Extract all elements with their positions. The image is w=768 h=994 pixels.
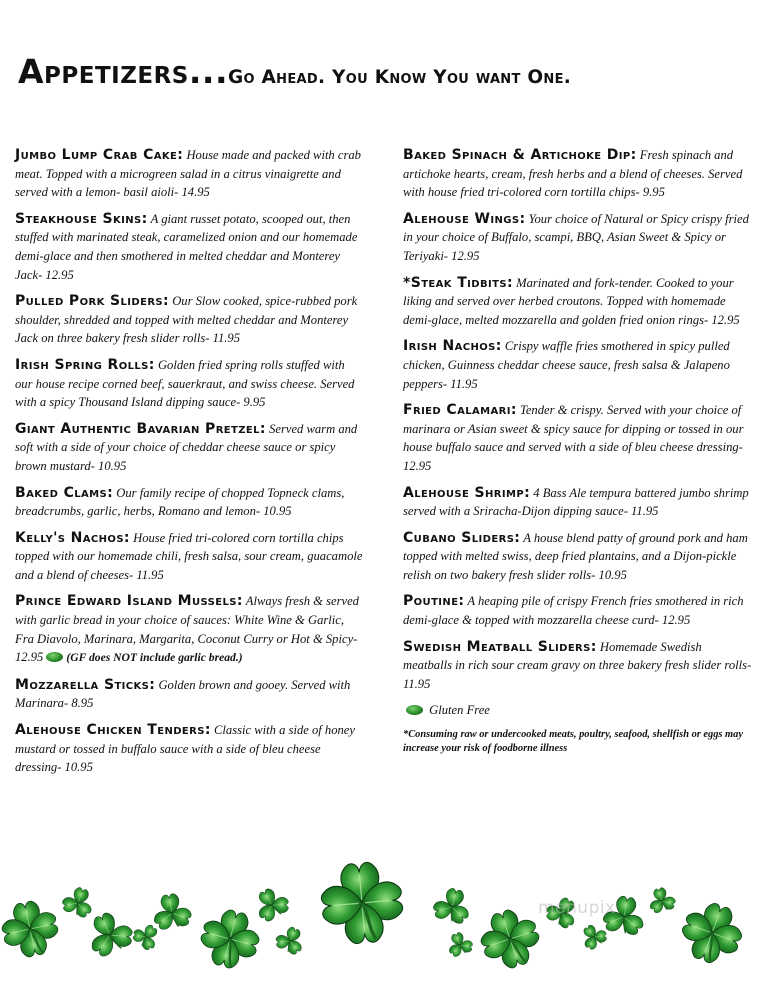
shamrock-icon bbox=[248, 882, 295, 927]
menu-item-baked-clams bbox=[15, 484, 365, 521]
item-description: Served warm and soft with a side of your choice of cheddar cheese sauce or spicy brown mustard- 10.95 bbox=[15, 421, 358, 473]
item-description: Golden brown and gooey. Served with Marinara- 8.95 bbox=[15, 677, 351, 711]
shamrock-icon bbox=[79, 905, 140, 963]
item-name: Baked Clams: bbox=[15, 484, 114, 501]
item-name: Irish Nachos: bbox=[403, 338, 502, 355]
shamrock-icon bbox=[271, 922, 310, 959]
item-description: Homemade Swedish meatballs in rich sour cream gravy on three bakery fresh slider rolls- 11.95 bbox=[403, 639, 752, 691]
item-name: *Steak Tidbits: bbox=[403, 274, 513, 291]
menu-item-pei-mussels bbox=[15, 592, 365, 667]
watermark: menupix bbox=[538, 898, 616, 918]
item-name: Fried Calamari: bbox=[403, 402, 517, 419]
item-name: Mozzarella Sticks: bbox=[15, 676, 156, 693]
item-name: Alehouse Wings: bbox=[403, 210, 526, 227]
item-name: Alehouse Chicken Tenders: bbox=[15, 722, 211, 739]
shamrock-border bbox=[0, 855, 768, 994]
menu-item-alehouse-shrimp bbox=[403, 484, 753, 521]
menu-item-irish-nachos bbox=[403, 337, 753, 393]
item-description: House made and packed with crab meat. Topped with a microgreen salad in a citrus vinaigrette and served with a lemon- basil aioli- 14.95 bbox=[15, 148, 361, 200]
item-name: Pulled Pork Sliders: bbox=[15, 293, 170, 310]
menu-item-alehouse-wings bbox=[403, 210, 753, 266]
item-name: Baked Spinach & Artichoke Dip: bbox=[403, 147, 637, 163]
item-name: Giant Authentic Bavarian Pretzel: bbox=[15, 420, 266, 437]
menu-item-cubano-sliders bbox=[403, 529, 753, 585]
shamrock-icon bbox=[128, 918, 165, 955]
item-name: Poutine: bbox=[403, 593, 465, 610]
four-leaf-clover-icon bbox=[0, 897, 62, 962]
legend-label: Gluten Free bbox=[429, 703, 490, 718]
gluten-free-icon bbox=[46, 652, 63, 662]
item-description: 4 Bass Ale tempura battered jumbo shrimp served with a Sriracha-Dijon dipping sauce- 11.95 bbox=[403, 485, 749, 519]
gluten-free-icon bbox=[406, 705, 423, 715]
item-description: Our Slow cooked, spice-rubbed pork shoulder, shredded and topped with melted cheddar and Monterey Jack on three bakery fresh slider rolls- 11.95 bbox=[15, 294, 358, 346]
menu-item-chicken-tenders bbox=[15, 721, 365, 777]
item-description: A giant russet potato, scooped out, then stuffed with marinated steak, caramelized onion and our homemade demi-glace and then smothered in melted cheddar and Monterey Jack- 12.95 bbox=[15, 211, 358, 282]
item-name: Alehouse Shrimp: bbox=[403, 484, 531, 501]
gluten-free-legend bbox=[403, 703, 753, 718]
item-name: Steakhouse Skins: bbox=[15, 210, 148, 227]
item-description: A house blend patty of ground pork and ham topped with melted swiss, deep fried plantains, and a Dijon-pickle relish on two bakery fresh slider rolls- 10.95 bbox=[403, 530, 748, 582]
item-description: Marinated and fork-tender. Cooked to your liking and served over herbed croutons. Topped with homemade demi-glace, melted mozzarella and golden fried onion rings- 12.95 bbox=[403, 275, 740, 327]
menu-item-spinach-dip bbox=[403, 146, 753, 202]
item-description: Crispy waffle fries smothered in spicy pulled chicken, Guinness cheddar cheese sauce, fresh salsa & Jalapeno peppers- 11.95 bbox=[403, 339, 730, 391]
raw-food-disclaimer bbox=[403, 728, 753, 756]
disclaimer-emphasis: foodborne illness bbox=[493, 743, 568, 755]
menu-item-bavarian-pretzel bbox=[15, 420, 365, 476]
shamrock-icon bbox=[443, 929, 477, 960]
disclaimer-text: *Consuming raw or undercooked meats, poultry, seafood, shellfish or eggs may increase your risk of bbox=[403, 729, 743, 755]
menu-item-poutine bbox=[403, 592, 753, 629]
title-main: Appetizers... bbox=[18, 52, 228, 91]
menu-item-steak-tidbits bbox=[403, 274, 753, 330]
item-description: Our family recipe of chopped Topneck clams, breadcrumbs, garlic, herbs, Romano and lemon- 10.95 bbox=[15, 485, 345, 519]
menu-item-fried-calamari bbox=[403, 401, 753, 475]
shamrock-icon bbox=[645, 885, 679, 917]
shamrock-icon bbox=[57, 883, 99, 922]
item-name: Irish Spring Rolls: bbox=[15, 356, 155, 373]
four-leaf-clover-icon bbox=[319, 860, 406, 947]
shamrock-icon bbox=[148, 891, 195, 934]
item-description: A heaping pile of crispy French fries smothered in rich demi-glace & topped with mozzarella cheese curd- 12.95 bbox=[403, 594, 744, 628]
menu-item-swedish-meatball-sliders bbox=[403, 638, 753, 694]
menu-item-irish-spring-rolls bbox=[15, 356, 365, 412]
left-column bbox=[15, 146, 365, 777]
four-leaf-clover-icon bbox=[195, 904, 264, 973]
item-name: Cubano Sliders: bbox=[403, 529, 521, 546]
item-name: Prince Edward Island Mussels: bbox=[15, 593, 243, 610]
right-column bbox=[403, 146, 753, 756]
menu-item-steakhouse-skins bbox=[15, 210, 365, 284]
item-name: Swedish Meatball Sliders: bbox=[403, 638, 597, 655]
item-description: House fried tri-colored corn tortilla chips topped with our homemade chili, fresh salsa, sour cream, guacamole and a blend of cheeses- 11.95 bbox=[15, 530, 363, 582]
gf-note: (GF does NOT include garlic bread.) bbox=[66, 651, 243, 665]
item-name: Jumbo Lump Crab Cake: bbox=[15, 147, 184, 163]
four-leaf-clover-icon bbox=[474, 903, 545, 974]
menu-item-kellys-nachos bbox=[15, 529, 365, 585]
menu-item-mozzarella-sticks bbox=[15, 676, 365, 713]
item-description: Fresh spinach and artichoke hearts, cream, fresh herbs and a blend of cheeses. Served with house fried tri-colored corn tortilla chips- 9.95 bbox=[403, 148, 743, 200]
four-leaf-clover-icon bbox=[675, 896, 750, 971]
item-description: Golden fried spring rolls stuffed with our house recipe corned beef, sauerkraut, and swiss cheese. Served with a spicy Thousand Island dipping sauce- 9.95 bbox=[15, 357, 355, 410]
item-description: Classic with a side of honey mustard or tossed in buffalo sauce with a side of bleu cheese dressing- 10.95 bbox=[15, 723, 355, 775]
shamrock-icon bbox=[428, 884, 476, 928]
title-tagline: Go Ahead. You Know You want One. bbox=[227, 67, 572, 88]
page-title bbox=[18, 52, 758, 91]
item-description: Your choice of Natural or Spicy crispy fried in your choice of Buffalo, scampi, BBQ, Asian Sweet & Spicy or Teriyaki- 12.95 bbox=[403, 211, 749, 263]
shamrock-icon bbox=[576, 919, 612, 954]
item-name: Kelly's Nachos: bbox=[15, 529, 130, 546]
item-description: Tender & crispy. Served with your choice of marinara or Asian sweet & spicy sauce for dipping or tossed in our house buffalo sauce and served with a side of bleu cheese dressing- 12.95 bbox=[403, 403, 744, 473]
item-description: Always fresh & served with garlic bread in your choice of sauces: White Wine & Garlic, Fra Diavolo, Marinara, Margarita, Coconut Curry or Hot & Spicy- 12.95 bbox=[15, 594, 359, 665]
menu-item-pulled-pork-sliders bbox=[15, 292, 365, 348]
menu-item-crab-cake bbox=[15, 146, 365, 202]
